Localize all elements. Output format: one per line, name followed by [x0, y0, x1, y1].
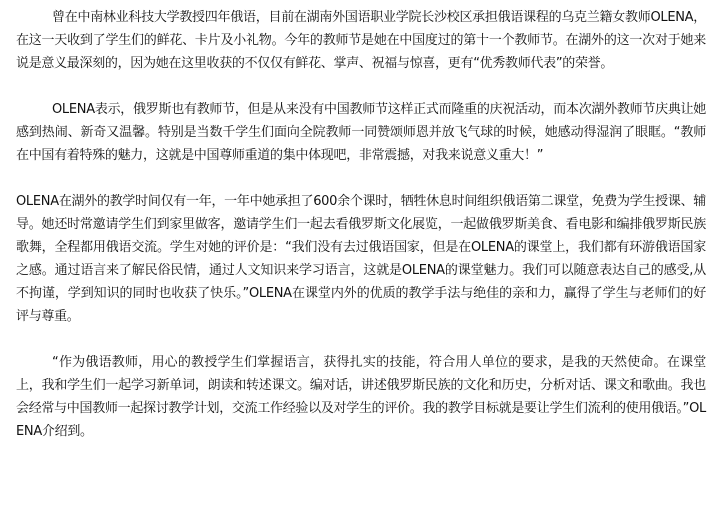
article-body — [16, 6, 706, 443]
paragraph-4: “作为俄语教师，用心的教授学生们掌握语言，获得扎实的技能，符合用人单位的要求，是我的天然使命。在课堂上，我和学生们一起学习新单词，朗读和转述课文。编对话，讲述俄罗斯民族的文化和历史，分析对话、课文和歌曲。我也会经常与中国教师一起探讨教学计划，交流工作经验以及对学生的评价。我的教学目标就是要让学生们流利的使用俄语。”OLENA介绍到。 — [16, 355, 706, 439]
paragraph-2: OLENA表示，俄罗斯也有教师节，但是从来没有中国教师节这样正式而隆重的庆祝活动，而本次湖外教师节庆典让她感到热闹、新奇又温馨。特别是当数千学生们面向全院教师一同赞颂师恩并放飞气球的时候，她感动得湿润了眼眶。“教师在中国有着特殊的魅力，这就是中国尊师重道的集中体现吧，非常震撼，对我来说意义重大！” — [16, 102, 706, 163]
paragraph-3: OLENA在湖外的教学时间仅有一年，一年中她承担了600余个课时，牺牲休息时间组织俄语第二课堂，免费为学生授课、辅导。她还时常邀请学生们到家里做客，邀请学生们一起去看俄罗斯文化展览，一起做俄罗斯美食、看电影和编排俄罗斯民族歌舞，全程都用俄语交流。学生对她的评价是：“我们没有去过俄语国家，但是在OLENA的课堂上，我们都有环游俄语国家之感。通过语言来了解民俗民情，通过人文知识来学习语言，这就是OLENA的课堂魅力。我们可以随意表达自己的感受,从不拘谨，学到知识的同时也收获了快乐。”OLENA在课堂内外的优质的教学手法与绝佳的亲和力，赢得了学生与老师们的好评与尊重。 — [16, 194, 706, 324]
paragraph-1: 曾在中南林业科技大学教授四年俄语，目前在湖南外国语职业学院长沙校区承担俄语课程的乌克兰籍女教师OLENA，在这一天收到了学生们的鲜花、卡片及小礼物。今年的教师节是她在中国度过的第十一个教师节。在湖外的这一次对于她来说是意义最深刻的，因为她在这里收获的不仅仅有鲜花、掌声、祝福与惊喜，更有“优秀教师代表”的荣誉。 — [16, 10, 706, 71]
